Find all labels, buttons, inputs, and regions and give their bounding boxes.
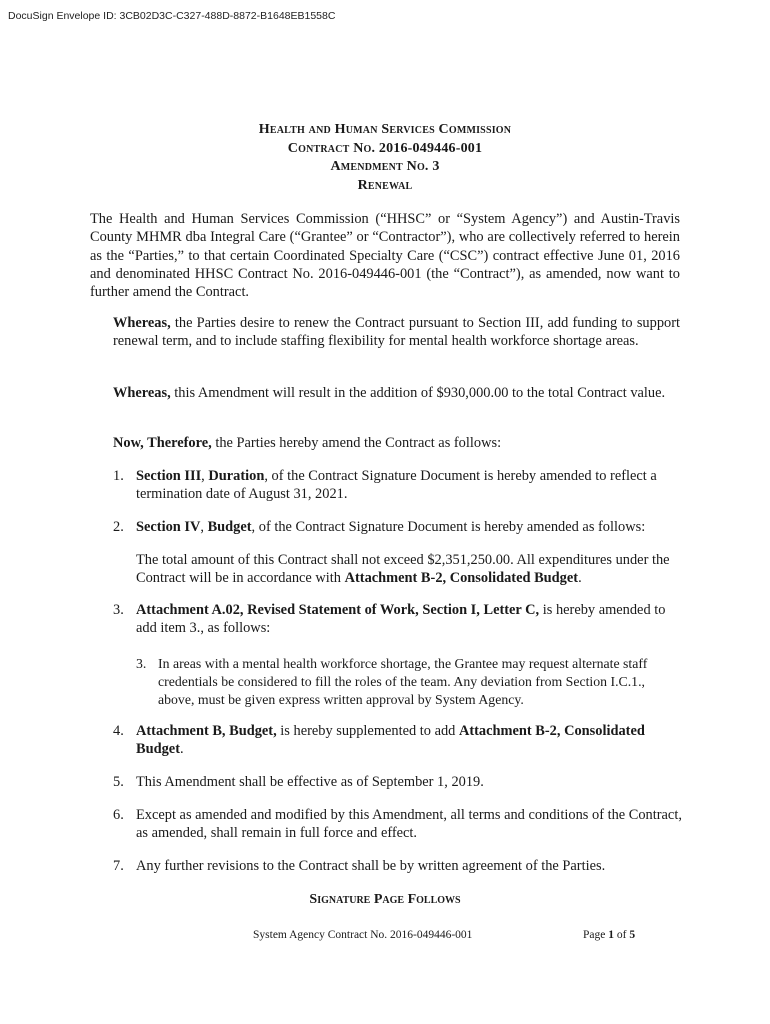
bold-term: Duration — [208, 468, 265, 484]
footer-page-number — [583, 929, 635, 941]
list-item-body: Except as amended and modified by this Amendment, all terms and conditions of the Contract, as amended, shall remain in full force and effect. — [136, 807, 682, 842]
footer-contract-number: System Agency Contract No. 2016-049446-001 — [253, 929, 473, 941]
list-item — [113, 773, 688, 791]
list-item-body: Any further revisions to the Contract shall be by written agreement of the Parties. — [136, 858, 606, 874]
text: , — [200, 519, 208, 535]
whereas-text: the Parties desire to renew the Contract pursuant to Section III, add funding to support renewal term, and to include staffing flexibility for mental health workforce shortage areas. — [113, 315, 680, 350]
signature-page-follows: Signature Page Follows — [309, 892, 461, 907]
bold-term: Section III — [136, 468, 202, 484]
now-therefore-text: the Parties hereby amend the Contract as follows: — [211, 435, 502, 451]
list-item — [113, 857, 688, 875]
list-item — [113, 518, 688, 536]
list-item — [113, 467, 688, 504]
intro-paragraph: The Health and Human Services Commission (“HHSC” or “System Agency”) and Austin-Travis County MHMR dba Integral Care (“Grantee” or “Contractor”), who are collectively referred to herein as the “Parties,” to that certain Coordinated Specialty Care (“CSC”) contract effective June 01, 2016 and denominated HHSC Contract No. 2016-049446-001 (the “Contract”), as amended, now want to further amend the Contract. — [90, 211, 680, 301]
text: is hereby supplemented to add — [276, 723, 459, 739]
whereas-text: this Amendment will result in the addition of $930,000.00 to the total Contract value. — [170, 385, 666, 401]
list-item-body — [136, 722, 688, 759]
sub-list-item-number: 3. — [136, 656, 147, 671]
whereas-lead: Whereas, — [113, 315, 171, 331]
text: is hereby amended to add item 3., as follows: — [136, 602, 666, 637]
envelope-id: DocuSign Envelope ID: 3CB02D3C-C327-488D-8872-B1648EB1558C — [8, 10, 336, 22]
text: . — [578, 570, 582, 587]
bold-term: Attachment B, Budget, — [136, 723, 277, 739]
whereas-paragraph-1 — [113, 314, 680, 351]
text: , — [201, 468, 209, 484]
bold-term: Attachment B-2, Consolidated Budget — [344, 570, 579, 587]
sub-list-item-body: In areas with a mental health workforce shortage, the Grantee may request alternate staff credentials be considered to fill the roles of the team. Any deviation from Section I.C.1., above, must be given express written approval by System Agency. — [158, 656, 648, 707]
bold-term: Attachment B-2, Consolidated Budget — [136, 723, 645, 758]
list-item-number: 4. — [113, 723, 124, 739]
header-agency: Health and Human Services Commission — [258, 122, 512, 137]
whereas-paragraph-2 — [113, 384, 680, 402]
list-item-body — [136, 467, 688, 504]
list-item-body — [136, 601, 688, 638]
text: of — [613, 929, 630, 941]
whereas-lead: Whereas, — [113, 385, 171, 401]
now-therefore-lead: Now, Therefore, — [113, 435, 212, 451]
text: , of the Contract Signature Document is hereby amended to reflect a termination date of August 31, 2021. — [136, 468, 657, 503]
list-item-number: 1. — [113, 468, 124, 484]
header-contract-number: Contract No. 2016-049446-001 — [287, 140, 483, 156]
page-total: 5 — [629, 929, 636, 941]
text: , of the Contract Signature Document is hereby amended as follows: — [251, 519, 646, 535]
bold-term: Section IV — [136, 519, 201, 535]
budget-total-paragraph — [136, 551, 676, 588]
list-item-number: 2. — [113, 519, 124, 535]
bold-term: Attachment A.02, Revised Statement of Work, Section I, Letter C, — [136, 602, 540, 618]
text: . — [179, 741, 184, 758]
list-item — [113, 722, 688, 759]
document-header — [0, 121, 770, 195]
list-item-body: This Amendment shall be effective as of September 1, 2019. — [136, 774, 484, 790]
bold-term: Budget — [207, 519, 252, 535]
now-therefore-paragraph — [113, 434, 680, 452]
list-item-number: 6. — [113, 807, 124, 823]
header-renewal: Renewal — [357, 177, 413, 193]
list-item-number: 3. — [113, 602, 124, 618]
list-item — [113, 806, 688, 843]
list-item-number: 5. — [113, 774, 124, 790]
page-current: 1 — [608, 929, 614, 941]
header-amendment-number: Amendment No. 3 — [330, 159, 440, 174]
text: Page — [583, 929, 609, 941]
text: The total amount of this Contract shall not exceed $2,351,250.00. All expenditures under the Contract will be in accordance with — [136, 552, 670, 587]
sub-list-item — [136, 655, 676, 709]
list-item-body — [136, 518, 688, 536]
list-item-number: 7. — [113, 858, 124, 874]
list-item — [113, 601, 688, 638]
